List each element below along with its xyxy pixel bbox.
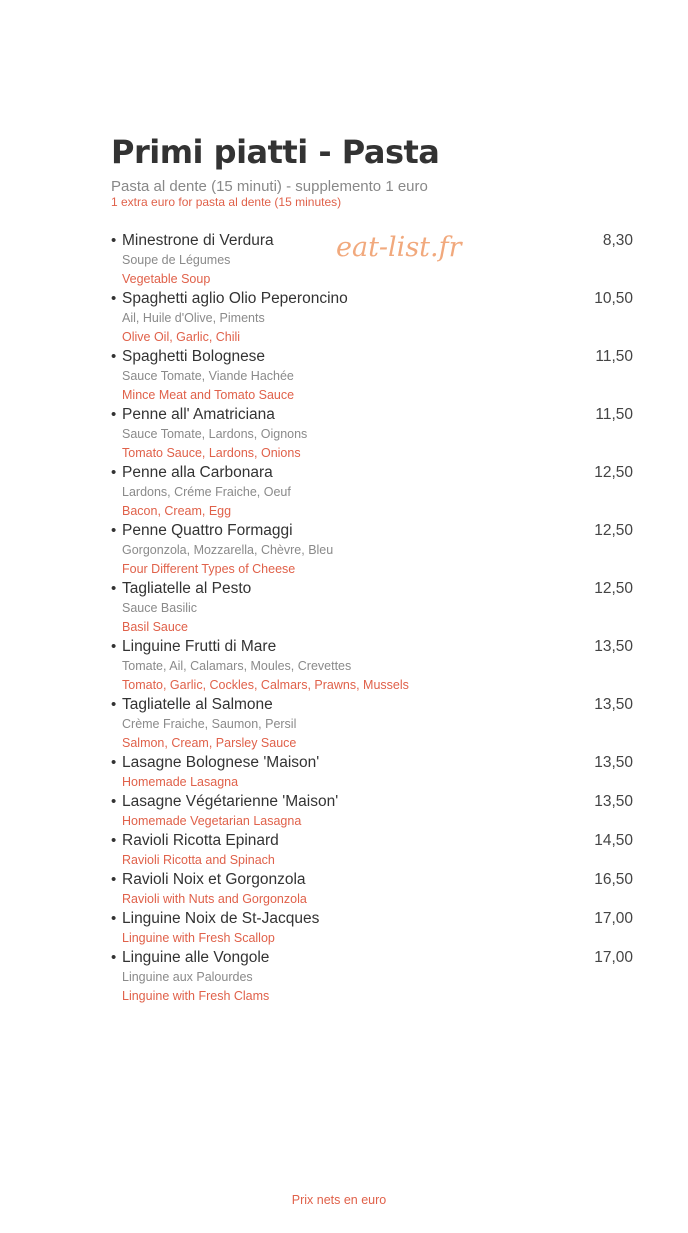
dish-description-en: Tomato, Garlic, Cockles, Calmars, Prawns, Mussels [122, 678, 409, 692]
menu-item [111, 579, 633, 637]
dish-description-en: Ravioli Ricotta and Spinach [122, 853, 275, 867]
dish-description-en: Basil Sauce [122, 620, 189, 634]
dish-description-en: Vegetable Soup [122, 272, 211, 286]
menu-item [111, 948, 633, 1006]
bullet-icon: • [111, 754, 117, 771]
dish-price: 12,50 [594, 580, 633, 597]
dish-price: 13,50 [594, 793, 633, 810]
menu-item-header [111, 463, 633, 483]
dish-price: 14,50 [594, 832, 633, 849]
dish-name: Penne alla Carbonara [122, 464, 273, 481]
menu-item-header [111, 792, 633, 812]
dish-name: Tagliatelle al Pesto [122, 580, 252, 597]
dish-price: 12,50 [594, 464, 633, 481]
dish-name: Linguine Noix de St-Jacques [122, 910, 320, 927]
dish-name: Spaghetti Bolognese [122, 348, 266, 365]
dish-description-en: Bacon, Cream, Egg [122, 504, 232, 518]
bullet-icon: • [111, 871, 117, 888]
dish-name: Penne all' Amatriciana [122, 406, 275, 423]
dish-description-en: Linguine with Fresh Scallop [122, 931, 275, 945]
bullet-icon: • [111, 522, 117, 539]
dish-price: 17,00 [594, 910, 633, 927]
dish-name: Linguine alle Vongole [122, 949, 270, 966]
bullet-icon: • [111, 832, 117, 849]
dish-price: 12,50 [594, 522, 633, 539]
dish-description-fr: Linguine aux Palourdes [122, 970, 253, 984]
dish-description-fr: Sauce Basilic [122, 601, 198, 615]
subtitle-english: 1 extra euro for pasta al dente (15 minutes) [111, 195, 342, 209]
dish-name: Tagliatelle al Salmone [122, 696, 273, 713]
dish-description-en: Linguine with Fresh Clams [122, 989, 270, 1003]
subtitle: Pasta al dente (15 minuti) - supplemento 1 euro [111, 178, 428, 195]
dish-name: Lasagne Bolognese 'Maison' [122, 754, 320, 771]
bullet-icon: • [111, 696, 117, 713]
bullet-icon: • [111, 949, 117, 966]
dish-description-fr: Sauce Tomate, Viande Hachée [122, 369, 294, 383]
menu-item-header [111, 289, 633, 309]
menu-item-header [111, 870, 633, 890]
dish-description-fr: Crème Fraiche, Saumon, Persil [122, 717, 297, 731]
menu-item [111, 909, 633, 948]
bullet-icon: • [111, 464, 117, 481]
dish-description-fr: Sauce Tomate, Lardons, Oignons [122, 427, 308, 441]
menu-item [111, 831, 633, 870]
bullet-icon: • [111, 348, 117, 365]
menu-item [111, 637, 633, 695]
dish-description-en: Mince Meat and Tomato Sauce [122, 388, 295, 402]
dish-description-en: Salmon, Cream, Parsley Sauce [122, 736, 297, 750]
dish-description-fr: Ail, Huile d'Olive, Piments [122, 311, 265, 325]
dish-description-fr: Gorgonzola, Mozzarella, Chèvre, Bleu [122, 543, 334, 557]
dish-price: 13,50 [594, 696, 633, 713]
menu-item-header [111, 948, 633, 968]
dish-name: Ravioli Ricotta Epinard [122, 832, 279, 849]
dish-price: 8,30 [602, 232, 633, 249]
dish-name: Ravioli Noix et Gorgonzola [122, 871, 306, 888]
footer-note: Prix nets en euro [291, 1193, 387, 1207]
menu-item-header [111, 405, 633, 425]
menu-item [111, 405, 633, 463]
dish-description-en: Ravioli with Nuts and Gorgonzola [122, 892, 307, 906]
bullet-icon: • [111, 910, 117, 927]
dish-name: Minestrone di Verdura [122, 232, 274, 249]
menu-item-header [111, 695, 633, 715]
menu-item-header [111, 521, 633, 541]
dish-description-fr: Lardons, Créme Fraiche, Oeuf [122, 485, 291, 499]
bullet-icon: • [111, 793, 117, 810]
menu-item-header [111, 831, 633, 851]
menu-items-list [111, 231, 633, 1006]
dish-description-en: Olive Oil, Garlic, Chili [122, 330, 241, 344]
dish-price: 16,50 [594, 871, 633, 888]
menu-item-header [111, 637, 633, 657]
dish-name: Lasagne Végétarienne 'Maison' [122, 793, 339, 810]
bullet-icon: • [111, 232, 117, 249]
menu-item [111, 289, 633, 347]
menu-item [111, 521, 633, 579]
dish-name: Penne Quattro Formaggi [122, 522, 293, 539]
dish-price: 10,50 [594, 290, 633, 307]
dish-description-en: Tomato Sauce, Lardons, Onions [122, 446, 301, 460]
dish-description-en: Homemade Lasagna [122, 775, 239, 789]
dish-description-en: Homemade Vegetarian Lasagna [122, 814, 302, 828]
menu-item-header [111, 347, 633, 367]
menu-item [111, 347, 633, 405]
dish-price: 13,50 [594, 638, 633, 655]
menu-item-header [111, 579, 633, 599]
bullet-icon: • [111, 406, 117, 423]
dish-price: 17,00 [594, 949, 633, 966]
dish-description-en: Four Different Types of Cheese [122, 562, 296, 576]
menu-item [111, 695, 633, 753]
bullet-icon: • [111, 290, 117, 307]
menu-item [111, 463, 633, 521]
dish-price: 13,50 [594, 754, 633, 771]
menu-item [111, 792, 633, 831]
bullet-icon: • [111, 638, 117, 655]
menu-item [111, 753, 633, 792]
dish-description-fr: Soupe de Légumes [122, 253, 231, 267]
menu-item-header [111, 753, 633, 773]
dish-name: Spaghetti aglio Olio Peperoncino [122, 290, 348, 307]
dish-name: Linguine Frutti di Mare [122, 638, 277, 655]
watermark: eat-list.fr [336, 232, 462, 263]
page-title: Primi piatti - Pasta [111, 133, 440, 171]
dish-description-fr: Tomate, Ail, Calamars, Moules, Crevettes [122, 659, 352, 673]
dish-price: 11,50 [595, 406, 633, 423]
dish-price: 11,50 [595, 348, 633, 365]
menu-item-header [111, 909, 633, 929]
bullet-icon: • [111, 580, 117, 597]
menu-item [111, 870, 633, 909]
